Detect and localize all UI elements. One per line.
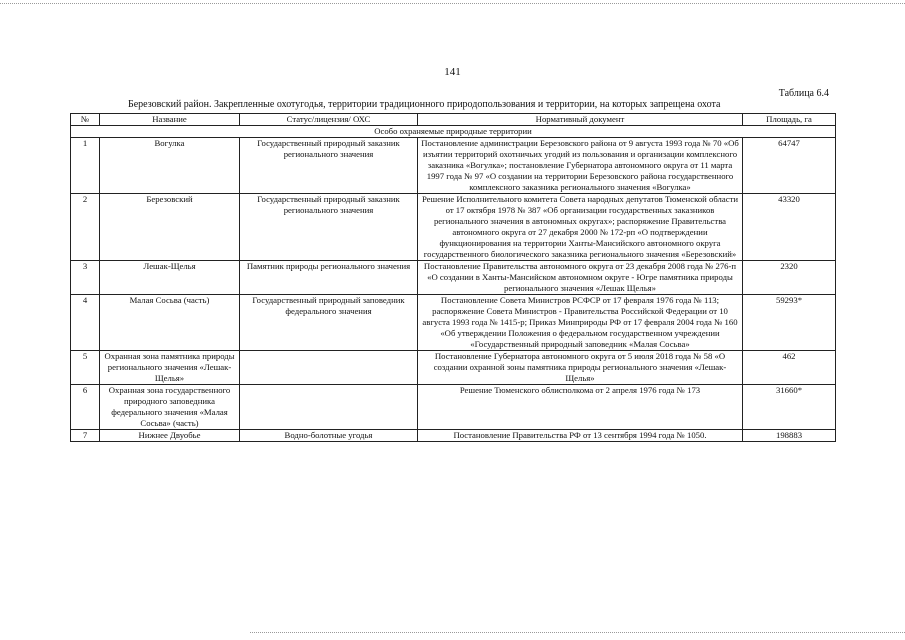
page-number: 141 — [444, 66, 461, 78]
table-row — [71, 261, 836, 295]
row-status: Государственный природный заказник регионального значения — [240, 194, 418, 261]
table-row — [71, 138, 836, 194]
row-document: Постановление Правительства автономного округа от 23 декабря 2008 года № 276-п «О создании в Ханты-Мансийском автономном округе - Югре памятника природы регионального значения «Лешак Щелья» — [418, 261, 743, 295]
row-document: Решение Тюменского облисполкома от 2 апреля 1976 года № 173 — [418, 385, 743, 430]
row-number: 4 — [71, 295, 100, 351]
row-status: Памятник природы регионального значения — [240, 261, 418, 295]
row-document: Постановление Совета Министров РСФСР от 17 февраля 1976 года № 113; распоряжение Совета Министров - Правительства Российской Федерации от 10 августа 1993 года № 1415-р; Приказ Минприроды РФ от 17 февраля 2004 года № 160 «Об утверждении Положения о федеральном государственном учреждении «Государственный природный заповедник «Малая Сосьва» — [418, 295, 743, 351]
row-name: Малая Сосьва (часть) — [100, 295, 240, 351]
header-name: Название — [100, 114, 240, 126]
section-title: Особо охраняемые природные территории — [71, 126, 836, 138]
header-document: Нормативный документ — [418, 114, 743, 126]
table-caption: Березовский район. Закрепленные охотугодья, территории традиционного природопользования и территории, на которых запрещена охота — [128, 99, 721, 110]
row-area: 31660* — [743, 385, 836, 430]
row-document: Постановление администрации Березовского района от 9 августа 1993 года № 70 «Об изъятии территорий охотничьих угодий из пользования и организации комплексного заказника «Вогулка»; постановление Губернатора автономного округа от 11 марта 1997 года № 97 «О создании на территории Березовского района государственного комплексного заказника регионального значения «Вогулка» — [418, 138, 743, 194]
row-name: Березовский — [100, 194, 240, 261]
table-row — [71, 385, 836, 430]
row-status — [240, 351, 418, 385]
row-status: Водно-болотные угодья — [240, 430, 418, 442]
row-number: 1 — [71, 138, 100, 194]
header-status: Статус/лицензия/ ОХС — [240, 114, 418, 126]
table-row — [71, 194, 836, 261]
header-area: Площадь, га — [743, 114, 836, 126]
row-area: 2320 — [743, 261, 836, 295]
row-number: 3 — [71, 261, 100, 295]
row-document: Решение Исполнительного комитета Совета народных депутатов Тюменской области от 17 октября 1978 № 387 «Об организации государственных заказников регионального значения в автономных округах»; распоряжение Правительства автономного округа от 27 декабря 2000 № 172-рп «О подтверждении функционирования на территории Ханты-Мансийского автономного округа государственного биологического заказника регионального значения «Березовский» — [418, 194, 743, 261]
row-name: Вогулка — [100, 138, 240, 194]
row-status — [240, 385, 418, 430]
header-number: № — [71, 114, 100, 126]
row-name: Нижнее Двуобье — [100, 430, 240, 442]
row-name: Охранная зона памятника природы регионального значения «Лешак-Щелья» — [100, 351, 240, 385]
hunting-territories-table — [70, 113, 836, 442]
table-header-row — [71, 114, 836, 126]
row-document: Постановление Губернатора автономного округа от 5 июля 2018 года № 58 «О создании охранной зоны памятника природы регионального значения «Лешак-Щелья» — [418, 351, 743, 385]
row-status: Государственный природный заказник регионального значения — [240, 138, 418, 194]
section-row — [71, 126, 836, 138]
row-name: Охранная зона государственного природного заповедника федерального значения «Малая Сосьва» (часть) — [100, 385, 240, 430]
scan-edge-bottom — [250, 632, 905, 633]
row-area: 43320 — [743, 194, 836, 261]
row-number: 2 — [71, 194, 100, 261]
row-area: 59293* — [743, 295, 836, 351]
table-row — [71, 351, 836, 385]
scan-edge-top — [0, 3, 905, 4]
row-area: 198883 — [743, 430, 836, 442]
table-label: Таблица 6.4 — [778, 88, 829, 99]
row-number: 5 — [71, 351, 100, 385]
table-row — [71, 430, 836, 442]
row-name: Лешак-Щелья — [100, 261, 240, 295]
row-status: Государственный природный заповедник федерального значения — [240, 295, 418, 351]
row-number: 6 — [71, 385, 100, 430]
row-area: 64747 — [743, 138, 836, 194]
row-document: Постановление Правительства РФ от 13 сентября 1994 года № 1050. — [418, 430, 743, 442]
table-row — [71, 295, 836, 351]
row-number: 7 — [71, 430, 100, 442]
row-area: 462 — [743, 351, 836, 385]
